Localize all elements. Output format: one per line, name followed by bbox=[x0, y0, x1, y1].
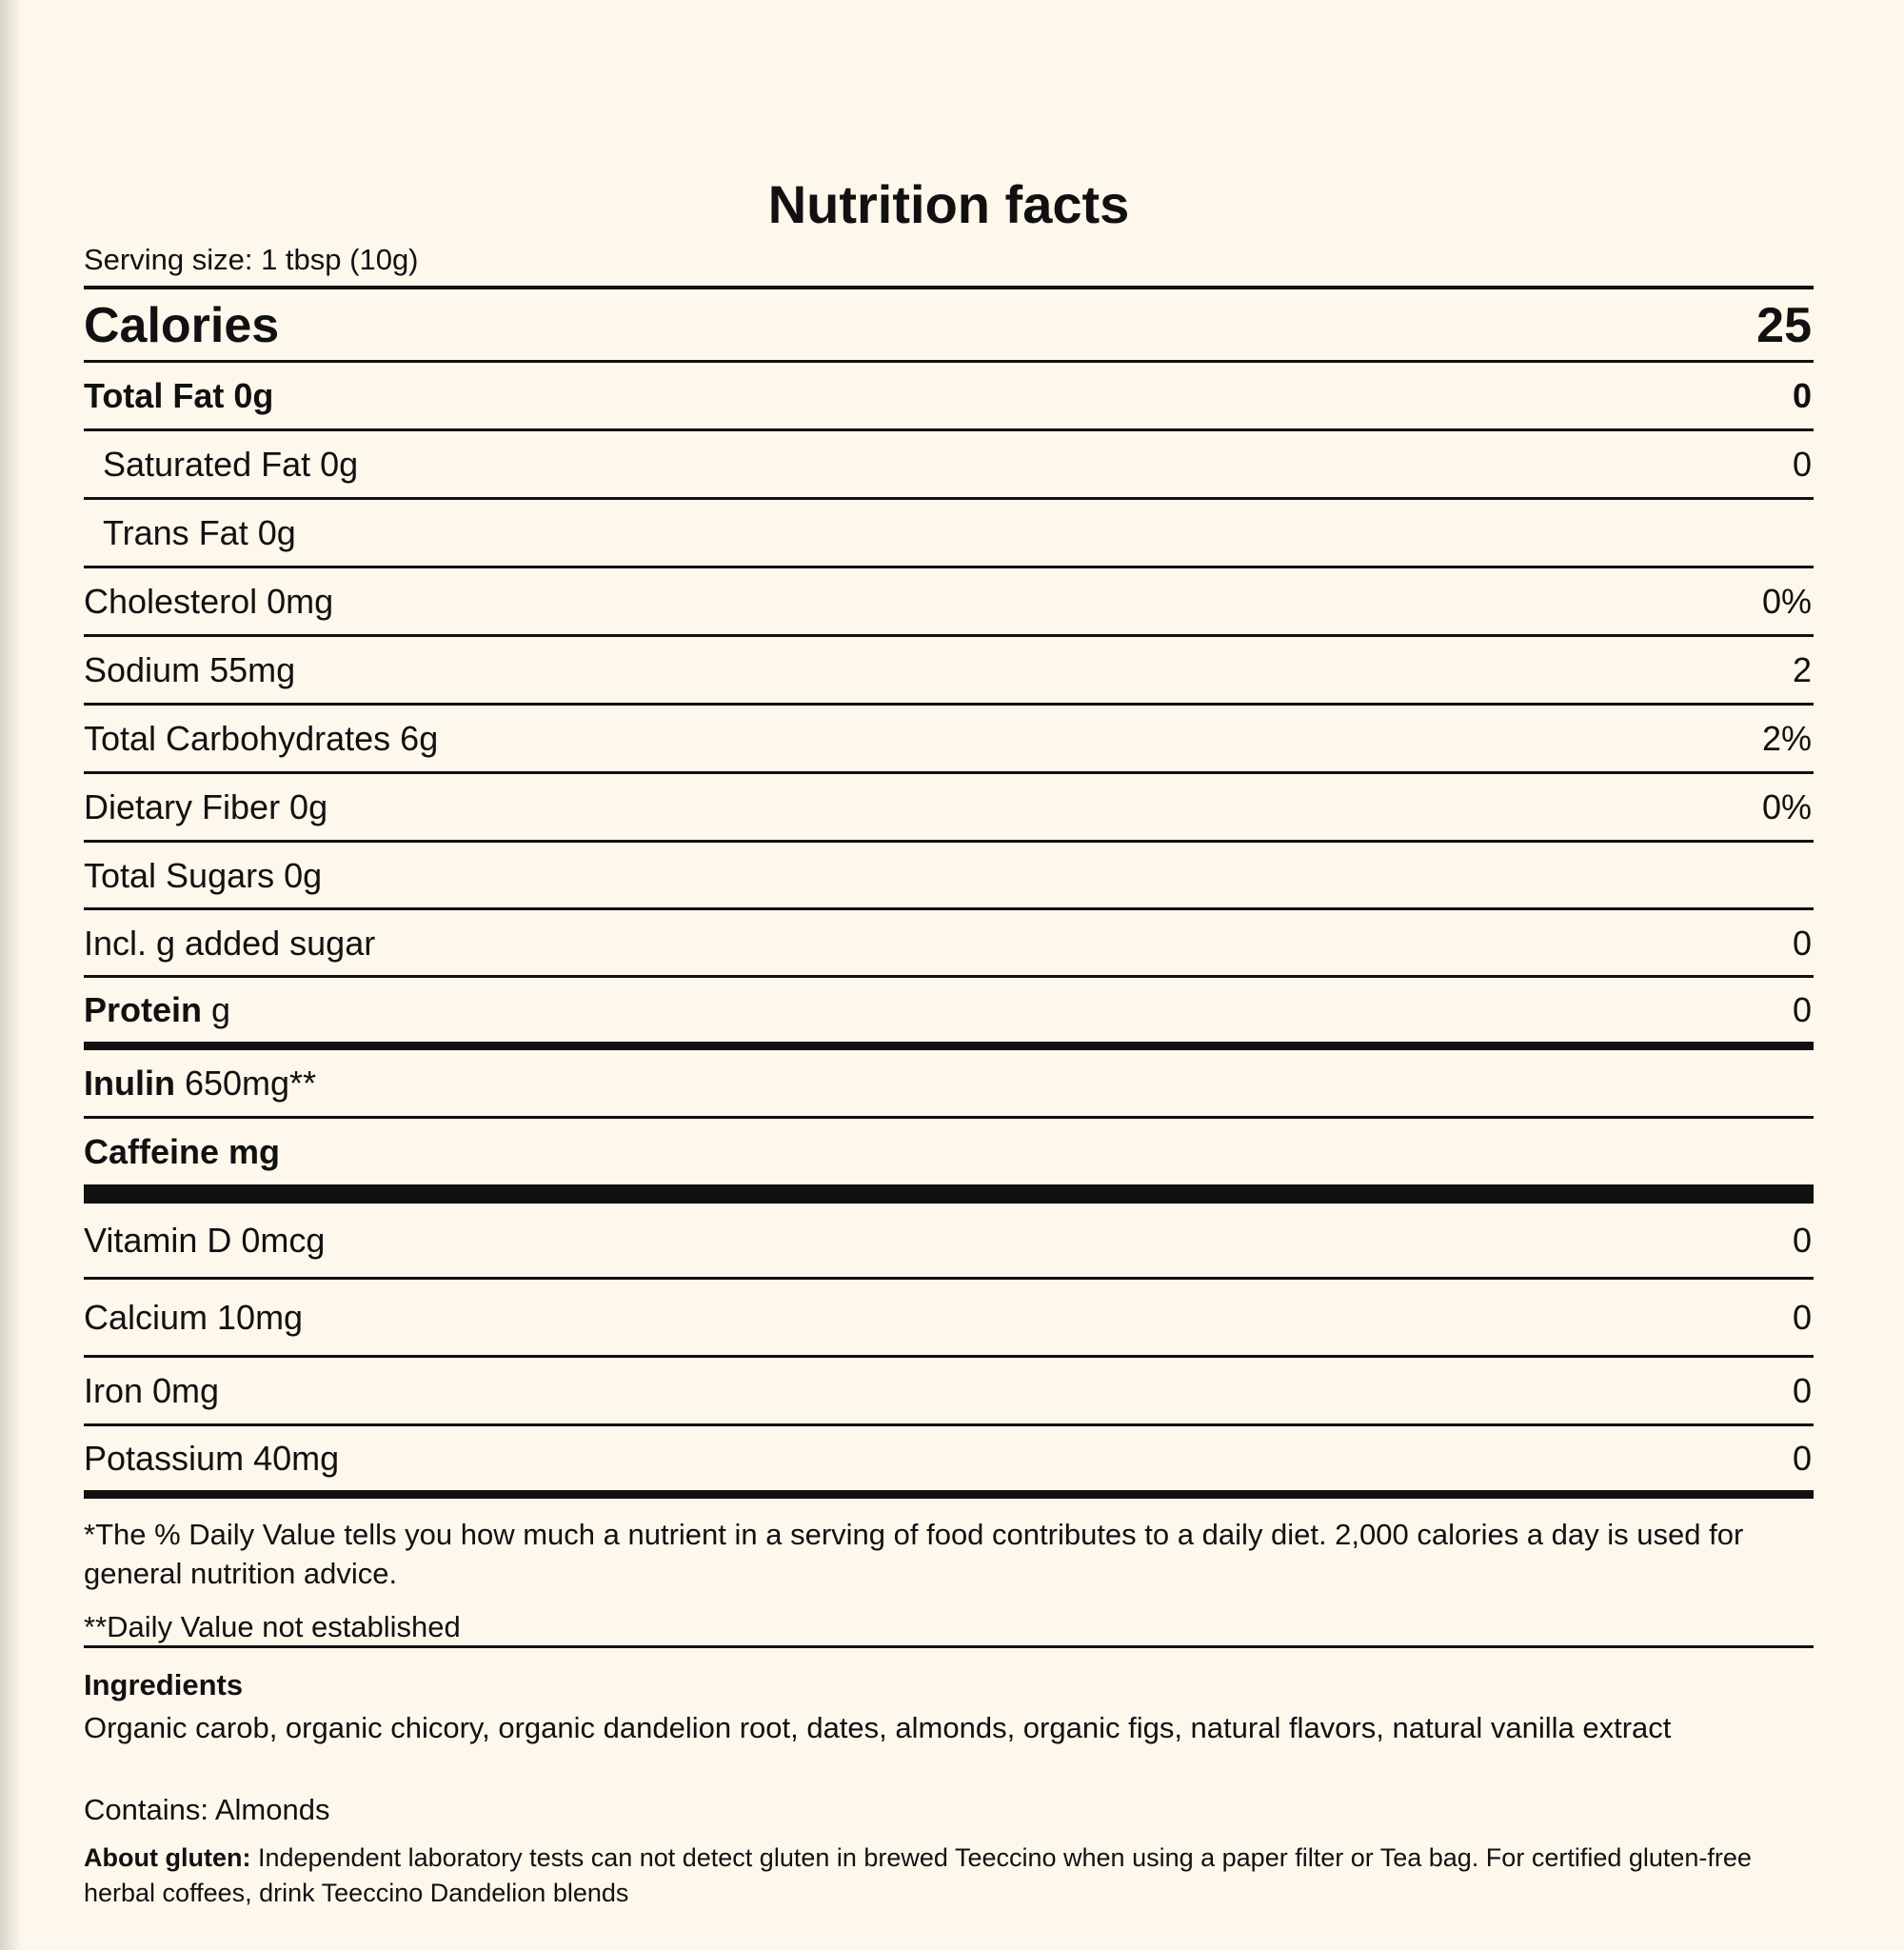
nutrient-row-protein bbox=[84, 978, 1814, 1043]
vitamin-label: Calcium 10mg bbox=[84, 1298, 304, 1337]
not-established-footnote: **Daily Value not established bbox=[84, 1610, 461, 1643]
allergen-contains: Contains: Almonds bbox=[84, 1793, 330, 1826]
vitamin-value: 0 bbox=[1792, 1298, 1812, 1337]
vitamin-row-iron bbox=[84, 1358, 1814, 1424]
nutrient-label-rest: g bbox=[202, 990, 231, 1029]
ingredients-text: Organic carob, organic chicory, organic dandelion root, dates, almonds, organic figs, natural flavors, natural vanilla extract bbox=[84, 1711, 1672, 1744]
nutrient-value: 2% bbox=[1761, 719, 1812, 758]
gluten-note bbox=[84, 1841, 1814, 1911]
nutrient-value: 0 bbox=[1792, 924, 1812, 963]
heavy-divider bbox=[84, 1184, 1814, 1204]
vitamin-value: 0 bbox=[1792, 1371, 1812, 1410]
nutrient-row-total-carbohydrates bbox=[84, 706, 1814, 772]
nutrient-row-dietary-fiber bbox=[84, 774, 1814, 841]
vitamin-row-vitamin-d bbox=[84, 1204, 1814, 1278]
nutrient-label: Trans Fat 0g bbox=[103, 513, 296, 552]
vitamin-row-potassium bbox=[84, 1426, 1814, 1491]
nutrient-label: Saturated Fat 0g bbox=[103, 445, 359, 484]
serving-size: Serving size: 1 tbsp (10g) bbox=[84, 243, 419, 276]
extra-label bbox=[84, 1064, 316, 1104]
nutrient-label: Total Sugars 0g bbox=[84, 856, 323, 895]
calories-value: 25 bbox=[1756, 298, 1812, 353]
gluten-text: Independent laboratory tests can not detect gluten in brewed Teeccino when using a paper filter or Tea bag. For certified gluten-free herbal coffees, drink Teeccino Dandelion blends bbox=[84, 1843, 1752, 1907]
extra-label-bold: Caffeine mg bbox=[84, 1132, 281, 1171]
nutrient-value: 0 bbox=[1792, 376, 1812, 415]
page-title: Nutrition facts bbox=[767, 174, 1130, 234]
nutrient-row-sodium bbox=[84, 637, 1814, 704]
nutrient-value: 0 bbox=[1792, 990, 1812, 1029]
nutrient-value: 2 bbox=[1792, 650, 1812, 689]
nutrient-row-added-sugar bbox=[84, 910, 1814, 977]
vitamin-label: Vitamin D 0mcg bbox=[84, 1221, 326, 1260]
thick-divider bbox=[84, 1490, 1814, 1499]
extra-label bbox=[84, 1132, 280, 1172]
calories-row bbox=[84, 289, 1814, 362]
nutrient-label: Cholesterol 0mg bbox=[84, 582, 334, 621]
vitamin-row-calcium bbox=[84, 1280, 1814, 1356]
nutrient-label: Total Fat 0g bbox=[84, 376, 274, 415]
nutrient-row-total-sugars bbox=[84, 843, 1814, 909]
nutrient-row-saturated-fat bbox=[84, 431, 1814, 498]
nutrient-row-total-fat bbox=[84, 363, 1814, 429]
divider bbox=[84, 1645, 1814, 1648]
extra-label-rest: 650mg** bbox=[174, 1064, 317, 1103]
extra-label-bold: Inulin bbox=[84, 1064, 175, 1103]
nutrient-label: Sodium 55mg bbox=[84, 650, 296, 689]
vitamin-value: 0 bbox=[1792, 1221, 1812, 1260]
nutrient-label: Dietary Fiber 0g bbox=[84, 787, 328, 826]
extra-row-inulin bbox=[84, 1050, 1814, 1117]
nutrient-label-bold: Protein bbox=[84, 990, 203, 1029]
nutrient-row-cholesterol bbox=[84, 568, 1814, 635]
thick-divider bbox=[84, 1042, 1814, 1050]
vitamin-value: 0 bbox=[1792, 1439, 1812, 1478]
nutrient-value: 0% bbox=[1761, 787, 1812, 826]
gluten-label: About gluten: bbox=[84, 1843, 251, 1872]
nutrient-label bbox=[84, 990, 230, 1030]
nutrient-label: Incl. g added sugar bbox=[84, 924, 376, 963]
nutrient-row-trans-fat bbox=[84, 500, 1814, 567]
nutrient-label: Total Carbohydrates 6g bbox=[84, 719, 439, 758]
calories-label: Calories bbox=[84, 298, 280, 353]
vitamin-label: Iron 0mg bbox=[84, 1371, 220, 1410]
daily-value-footnote: *The % Daily Value tells you how much a nutrient in a serving of food contributes to a daily diet. 2,000 calories a day is used for general nutrition advice. bbox=[84, 1518, 1744, 1590]
extra-row-caffeine bbox=[84, 1119, 1814, 1185]
nutrient-value: 0 bbox=[1792, 445, 1812, 484]
vitamin-label: Potassium 40mg bbox=[84, 1439, 340, 1478]
ingredients-heading: Ingredients bbox=[84, 1668, 244, 1701]
page-edge-shadow bbox=[0, 0, 21, 1950]
nutrient-value: 0% bbox=[1761, 582, 1812, 621]
